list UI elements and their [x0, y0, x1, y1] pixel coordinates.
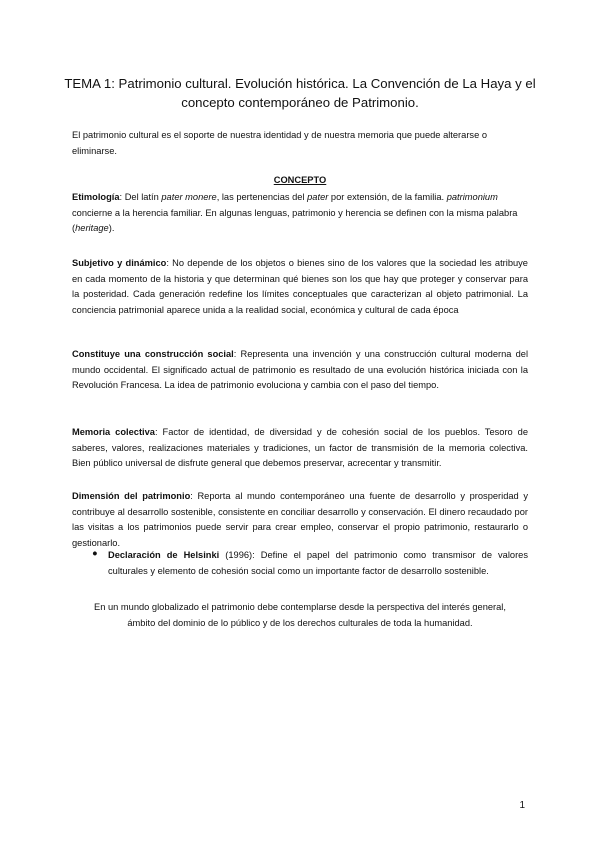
bullet-icon: ● — [92, 548, 98, 558]
closing-line-1: En un mundo globalizado el patrimonio debe contemplarse desde la perspectiva del interés general, — [94, 602, 506, 612]
memoria-text: : Factor de identidad, de diversidad y de cohesión social de los pueblos. Tesoro de saberes, valores, realizaciones materiales y tradiciones, un factor de transmisión de la memoria colectiva. Bien público universal de disfrute general que debemos preservar, acrecentar y transmitir. — [72, 427, 528, 469]
title-line-2: concepto contemporáneo de Patrimonio. — [181, 94, 419, 110]
helsinki-text: (1996): Define el papel del patrimonio como transmisor de valores culturales y elemento de cohesión social como un importante factor de desarrollo sostenible. — [108, 550, 528, 576]
memoria-label: Memoria colectiva — [72, 427, 155, 437]
etimologia-label: Etimología — [72, 192, 120, 202]
construccion-paragraph — [72, 347, 528, 394]
etimologia-patrimonium: patrimonium — [446, 192, 498, 202]
construccion-text: : Representa una invención y una construcción cultural moderna del mundo occidental. El significado actual de patrimonio es resultado de una evolución histórica iniciada con la Revolución Francesa. La idea de patrimonio evoluciona y cambia con el paso del tiempo. — [72, 349, 529, 391]
dimension-paragraph — [72, 489, 528, 551]
title-line-1: TEMA 1: Patrimonio cultural. Evolución histórica. La Convención de La Haya y el — [64, 76, 536, 91]
subjetivo-label: Subjetivo y dinámico — [72, 258, 167, 268]
dimension-text: : Reporta al mundo contemporáneo una fuente de desarrollo y prosperidad y contribuye al desarrollo sostenible, consistente en conciliar desarrollo y conservación. El dinero recaudado por las visitas a los patrimonios puede servir para crear empleo, conservar el propio patrimonio, restaurarlo o gestionarlo. — [72, 491, 528, 548]
etimologia-text-2: , las pertenencias del — [216, 192, 308, 202]
document-title — [60, 75, 540, 112]
closing-paragraph — [72, 600, 528, 631]
etimologia-text-4: concierne a la herencia familiar. En algunas lenguas, patrimonio y herencia se definen con la misma palabra ( — [72, 207, 518, 234]
closing-line-2: ámbito del dominio de lo público y de los derechos culturales de toda la humanidad. — [127, 617, 473, 628]
memoria-paragraph — [72, 425, 528, 472]
etimologia-text-1: : Del latín — [119, 192, 162, 202]
intro-paragraph: El patrimonio cultural es el soporte de nuestra identidad y de nuestra memoria que puede alterarse o eliminarse. — [72, 130, 487, 156]
subjetivo-text: : No depende de los objetos o bienes sino de los valores que la sociedad les atribuye en cada momento de la historia y que determinan qué bienes son los que hay que proteger y conservar para la posteridad. Cada generación redefine los límites conceptuales que caracterizan al objeto patrimonial. La conciencia patrimonial aparece unida a la realidad social, económica y cultural de cada época — [72, 258, 528, 315]
etimologia-text-3: por extensión, de la familia. — [328, 192, 447, 202]
etimologia-text-5: ). — [108, 223, 115, 234]
etimologia-paragraph — [72, 190, 528, 237]
etimologia-latin-term: pater monere — [161, 192, 217, 202]
section-heading: CONCEPTO — [273, 175, 327, 185]
helsinki-label: Declaración de Helsinki — [108, 550, 220, 560]
dimension-label: Dimensión del patrimonio — [72, 491, 191, 501]
etimologia-pater: pater — [307, 192, 329, 202]
page-number: 1 — [519, 800, 525, 811]
construccion-label: Constituye una construcción social — [72, 349, 234, 359]
subjetivo-paragraph — [72, 256, 528, 318]
etimologia-heritage: heritage — [75, 223, 109, 234]
helsinki-bullet-item — [108, 548, 528, 579]
